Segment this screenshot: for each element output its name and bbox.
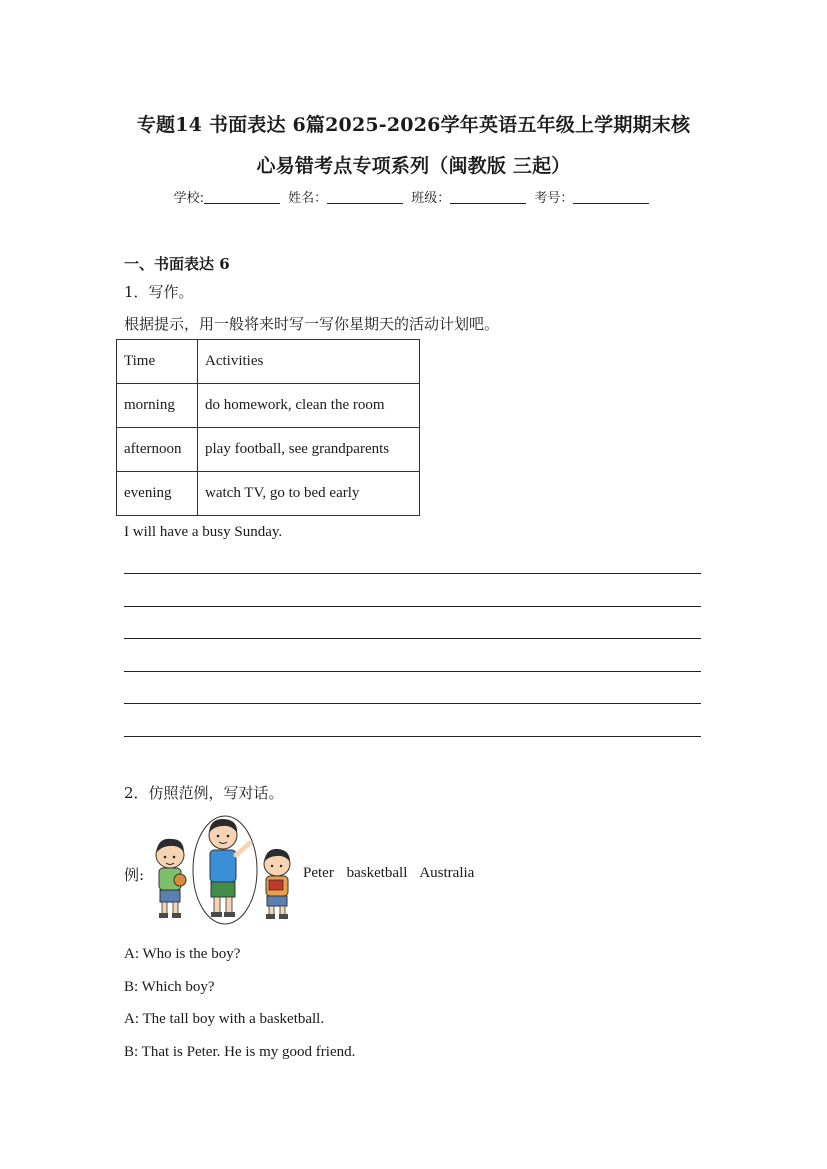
- table-cell-activities: do homework, clean the room: [198, 384, 420, 428]
- class-label: 班级：: [411, 191, 451, 206]
- name-label: 姓名：: [288, 191, 328, 206]
- dialogue-line: A: Who is the boy?: [124, 946, 241, 962]
- student-info-row: [0, 187, 827, 206]
- table-header-time: Time: [117, 340, 198, 384]
- example-label: 例:: [124, 866, 145, 884]
- example-keyword: Peter: [303, 865, 334, 881]
- example-children-illustration: [150, 815, 300, 925]
- question-1-number: 1．写作。: [124, 283, 194, 301]
- number-blank[interactable]: [573, 190, 649, 204]
- dialogue-line: B: That is Peter. He is my good friend.: [124, 1044, 356, 1060]
- example-keyword: basketball: [346, 865, 408, 881]
- writing-line[interactable]: [124, 671, 701, 672]
- table-row: [117, 384, 420, 428]
- class-blank[interactable]: [450, 190, 526, 204]
- example-keywords: [303, 865, 483, 882]
- name-blank[interactable]: [327, 190, 403, 204]
- tall-boy-figure: [209, 819, 250, 917]
- dialogue-line: B: Which boy?: [124, 979, 215, 995]
- writing-line[interactable]: [124, 703, 701, 704]
- page-title-line-1: 专题14 书面表达 6篇2025-2026学年英语五年级上学期期末核: [136, 114, 691, 136]
- table-header-activities: Activities: [198, 340, 420, 384]
- writing-opening-sentence: I will have a busy Sunday.: [124, 524, 283, 540]
- table-header-row: [117, 340, 420, 384]
- left-boy-figure: [156, 839, 186, 918]
- section-title: 一、书面表达 6: [124, 255, 230, 273]
- table-row: [117, 472, 420, 516]
- table-cell-activities: watch TV, go to bed early: [198, 472, 420, 516]
- activity-table: [116, 339, 420, 516]
- table-cell-time: afternoon: [117, 428, 198, 472]
- question-1-instruction: 根据提示，用一般将来时写一写你星期天的活动计划吧。: [124, 315, 500, 333]
- question-2-number: 2．仿照范例，写对话。: [124, 784, 284, 802]
- writing-line[interactable]: [124, 573, 701, 574]
- number-label: 考号：: [534, 191, 574, 206]
- dialogue-line: A: The tall boy with a basketball.: [124, 1011, 325, 1027]
- writing-line[interactable]: [124, 638, 701, 639]
- school-blank[interactable]: [204, 190, 280, 204]
- table-cell-time: evening: [117, 472, 198, 516]
- table-cell-time: morning: [117, 384, 198, 428]
- writing-line[interactable]: [124, 606, 701, 607]
- school-label: 学校:: [173, 191, 204, 206]
- right-boy-figure: [264, 849, 290, 919]
- example-keyword: Australia: [419, 865, 475, 881]
- table-row: [117, 428, 420, 472]
- table-cell-activities: play football, see grandparents: [198, 428, 420, 472]
- page-title-line-2: 心易错考点专项系列（闽教版 三起）: [256, 155, 571, 177]
- writing-line[interactable]: [124, 736, 701, 737]
